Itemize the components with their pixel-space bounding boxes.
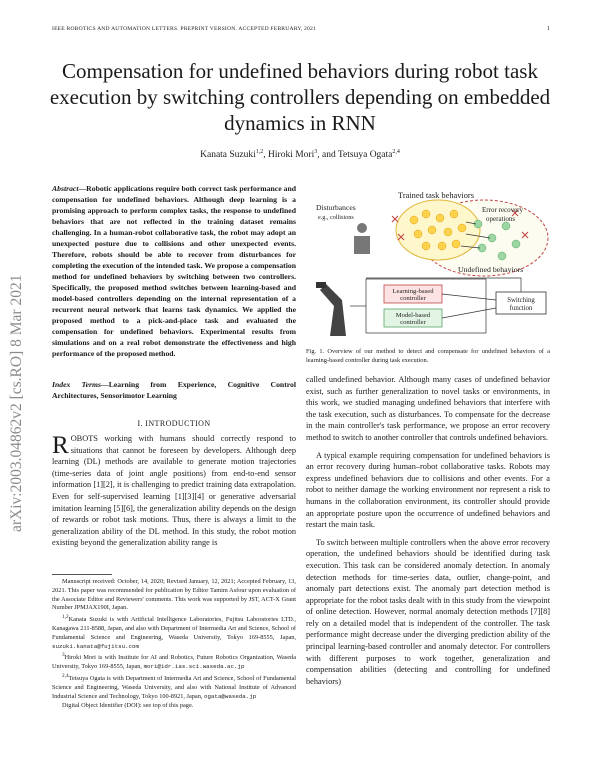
abstract-text: —Robotic applications require both correct task performance and compensation for undefined behaviors. Although deep learning is a promising approach to perform complex tasks, the response to undefined behaviors that are not reflected in the training dataset remains challenging. In a human-robot collaborative task, the robot may adopt an unexpected posture due to collisions and other unexpected events. Therefore, robots should be able to recover from disturbances for completing the execution of the intended task. We propose a compensation method for undefined behaviors by switching between two controllers. Specifically, the proposed method switches between learning-based and model-based controllers depending on the internal representation of a recurrent neural network that learns task dynamics. We applied the proposed method to a pick-and-place task and evaluated the compensation for undefined behaviors. Experimental results from simulations and on a real robot demonstrate the effectiveness and high performance of the proposed method. — [52, 184, 296, 358]
label-error-recovery: Error recovery — [482, 206, 524, 214]
author-email: mori@idr.ias.sci.waseda.ac.jp — [143, 663, 245, 671]
introduction-body — [52, 433, 296, 549]
footnote-rule — [52, 574, 112, 575]
label-switching: Switching — [507, 297, 535, 304]
label-operations: operations — [486, 215, 516, 223]
introduction-text: OBOTS working with humans should correctly respond to situations that cannot be foreseen by developers. Although deep learning (DL) methods are available to generate motion trajectories (time-series data of joint angle positions) from end-to-end sensor information [1][2], it is challenging to predict training data extrapolation. Even for self-supervised learning [1][3][4] or generative adversarial imitation learning [5][6], the generalization ability depends on the design of rewards or robot task motions. Thus, there is always a limit to the generalization ability of the DL method. In this study, the robot motion existing beyond the generalization ability range is — [52, 434, 296, 548]
footnote-doi: Digital Object Identifier (DOI): see top of this page. — [62, 701, 194, 709]
section-heading: I. INTRODUCTION — [137, 419, 211, 428]
author-affiliation: 2,4 — [392, 149, 400, 155]
label-disturbances: Disturbances — [316, 203, 356, 212]
footnote-affiliation-3: $^{2,4}$Tetsuya Ogata is with Department of Intermedia Art and Science, School of Fundamental Science and Engineering, Waseda University, and also with National Institute of Advanced Industrial Science and Technology, Tokyo 100-8921, Japan, ogata@waseda.jp — [52, 673, 296, 700]
footnote-affiliation-1: $^{1,2}$Kanata Suzuki is with Artificial Intelligence Laboratories, Fujitsu Laboratories LTD., Kanagawa 211-8588, Japan, and also with Department of Intermedia Art and Science, School of Fundamental Science and Engineering, Waseda University, Tokyo 169-8555, Japan, suzuki.kanata@fujitsu.com — [52, 614, 296, 650]
label-model-controller-2: controller — [400, 319, 426, 326]
label-undefined-behaviors: Undefined behaviors — [458, 265, 524, 274]
label-function: function — [509, 305, 533, 312]
running-header: IEEE ROBOTICS AND AUTOMATION LETTERS. PREPRINT VERSION. ACCEPTED FEBRUARY, 2021 — [52, 26, 317, 32]
author-affiliation: 1,2 — [255, 149, 264, 155]
figure-caption: Fig. 1. Overview of our method to detect and compensate for undefined behaviors of a learning-based controller during task execution. — [306, 348, 550, 364]
index-terms-label: Index Terms — [52, 380, 102, 389]
paper-title: Compensation for undefined behaviors during robot task execution by switching controllers depending on embedded dynamics in RNN — [49, 59, 551, 135]
label-trained-behaviors: Trained task behaviors — [398, 191, 474, 200]
paragraph: called undefined behavior. Although many cases of undefined behavior exist, such as further generalization to novel tasks or environments, in this work, we studied managing undefined behaviors that interfere with the task execution, such as disturbances. To compensate for the decrease in the main controller's task performance, we propose an error recovery method to switch to another controller that controls undefined behaviors. — [306, 375, 550, 442]
author-name: Hiroki Mori — [268, 150, 315, 161]
author-name: Tetsuya Ogata — [337, 150, 393, 161]
right-column-body — [306, 374, 550, 693]
abstract — [52, 183, 296, 359]
footnotes — [52, 578, 296, 710]
paragraph: To switch between multiple controllers when the above error recovery operation, the undefined behaviors should be identified during task execution. This task can be considered anomaly detection. In anomaly detection methods for time-series data, outlier, change-point, and anomaly part detections exist. The anomaly part detection method is appropriate for the robot tasks dealt with in this study from the viewpoint of online detection. However, normal anomaly detection methods [7][8] rely on a detailed model that is independent of the controller. The task performance might decrease under the diverging prediction ability of the principal learning-based controller and anomaly detector. For controllers with different purposes to work together, generalization and compensation abilities (detecting and controlling for undefined behaviors) — [306, 537, 550, 686]
author-name: Kanata Suzuki — [200, 150, 256, 161]
drop-cap: R — [52, 432, 69, 459]
label-learning-controller-2: controller — [400, 295, 426, 302]
footnote-manuscript: Manuscript received: October, 14, 2020; Revised January, 12, 2021; Accepted February, 13, 2021. This paper was recommended for publication by Editor Tamim Asfour upon evaluation of the Associate Editor and Reviewers' comments. This work was supported by JST, ACT-X Grant Number JPMJAX190I, Japan. — [52, 578, 296, 612]
index-terms — [52, 379, 296, 401]
label-collisions: e.g., collisions — [318, 214, 354, 221]
label-model-controller: Model-based — [395, 312, 431, 319]
label-learning-controller: Learning-based — [392, 288, 434, 295]
figure-overview — [306, 186, 550, 340]
arxiv-stamp: arXiv:2003.04862v2 [cs.RO] 8 Mar 2021 — [8, 274, 25, 532]
paragraph: A typical example requiring compensation for undefined behaviors is an error recovery during human–robot collaborative tasks. Robots may express undefined behaviors due to collisions and other events. For a robot to neither damage the working environment nor represent a risk to humans in the collaboration environment, its controller should provide an appropriate posture upon the occurrence of undefined behaviors and restart the main task. — [306, 450, 550, 530]
author-separator: , and — [317, 150, 338, 161]
author-list — [40, 149, 560, 160]
author-email: ogata@waseda.jp — [204, 692, 257, 700]
abstract-label: Abstract — [52, 184, 79, 193]
footnote-affiliation-2: $^3$Hiroki Mori is with Institute for AI and Robotics, Future Robotics Organization, Waseda University, Tokyo 169-8555, Japan, mori@idr.ias.sci.waseda.ac.jp — [52, 652, 296, 671]
page-number: 1 — [547, 26, 550, 32]
author-email: suzuki.kanata@fujitsu.com — [52, 642, 139, 650]
author-affiliation: 3 — [314, 149, 318, 155]
index-terms-text: —Learning from Experience, Cognitive Control Architectures, Sensorimotor Learning — [52, 380, 297, 400]
author-separator: , — [263, 150, 269, 161]
trained-behaviors-region — [396, 200, 480, 260]
